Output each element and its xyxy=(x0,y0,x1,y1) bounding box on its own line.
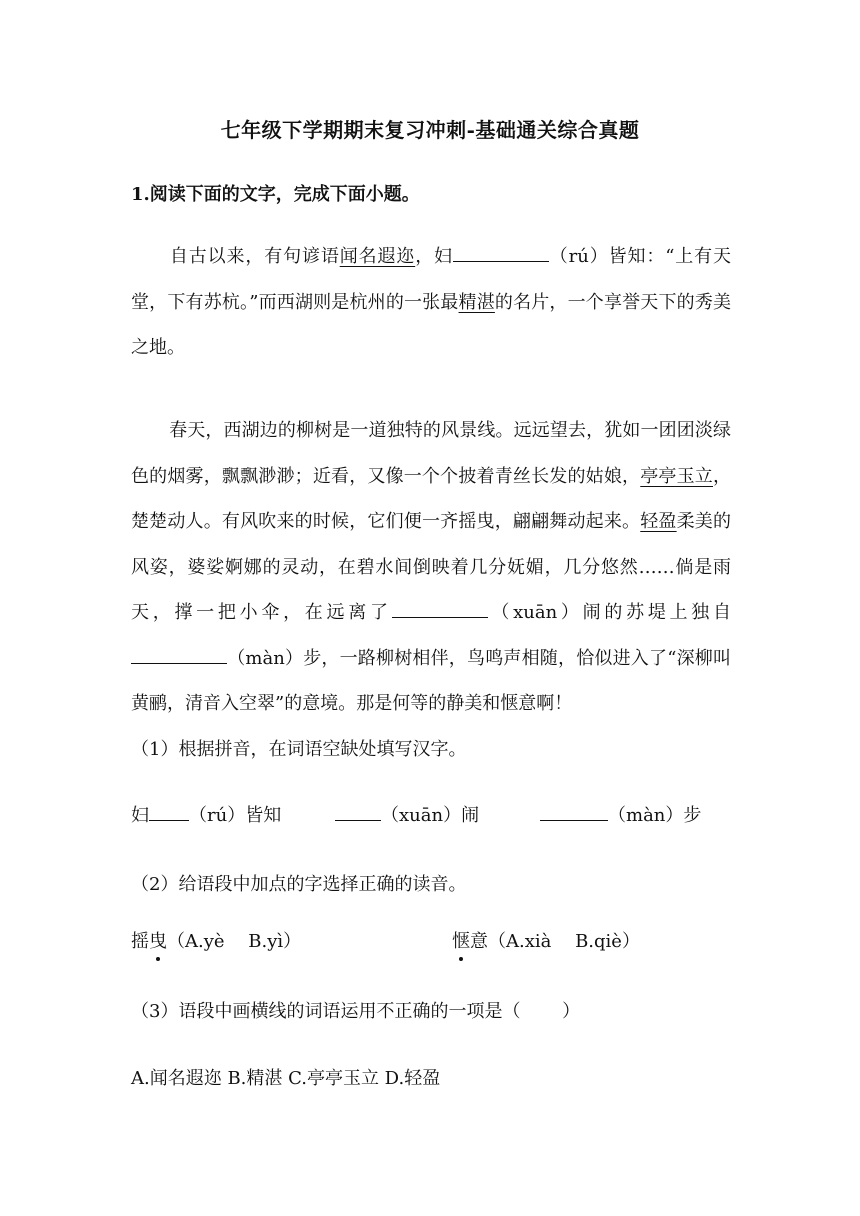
text: （A.yè B.yì） xyxy=(167,931,302,952)
subquestion-1-item-3 xyxy=(540,801,701,827)
subquestion-3-prompt: （3）语段中画横线的词语运用不正确的一项是（ ） xyxy=(131,1001,581,1022)
text: 意 xyxy=(470,931,488,952)
text: ，妇 xyxy=(415,246,453,267)
text: 摇 xyxy=(131,931,149,952)
subquestion-2-prompt: （2）给语段中加点的字选择正确的读音。 xyxy=(131,874,467,895)
subquestion-2-item-2 xyxy=(452,927,640,953)
fill-blank[interactable] xyxy=(131,645,227,664)
fill-blank[interactable] xyxy=(335,802,381,821)
dotted-char: 曳 xyxy=(149,927,167,953)
passage-paragraph-1 xyxy=(131,234,731,371)
text: 的名片，一个享誉天下的秀美之地。 xyxy=(131,291,732,358)
fill-blank[interactable] xyxy=(149,802,189,821)
page-title: 七年级下学期期末复习冲刺-基础通关综合真题 xyxy=(220,118,640,142)
text: （màn）步 xyxy=(608,805,702,826)
underlined-word: 闻名遐迩 xyxy=(339,246,416,267)
text: （xuān）闹的苏堤上独自 xyxy=(487,602,731,623)
fill-blank[interactable] xyxy=(453,243,549,262)
fill-blank[interactable] xyxy=(540,802,608,821)
text: （màn）步，一路柳树相伴，鸟鸣声相随，恰似进入了“深柳叫黄鹂，清音入空翠”的意境。那是何等的静美和惬意啊！ xyxy=(131,647,731,714)
question-heading: 1.阅读下面的文字，完成下面小题。 xyxy=(131,184,420,205)
text: ，楚楚动人。有风吹来的时候，它们便一齐摇曳，翩翩舞动起来。 xyxy=(131,465,731,532)
text: 春天，西湖边的柳树是一道独特的风景线。远远望去，犹如一团团淡绿色的烟雾，飘飘渺渺；近看，又像一个个披着青丝长发的姑娘， xyxy=(131,420,731,487)
underlined-word: 亭亭玉立 xyxy=(640,465,713,487)
subquestion-1-item-2 xyxy=(335,801,479,827)
underlined-word: 精湛 xyxy=(458,291,495,313)
text: 柔美的风姿，婆娑婀娜的灵动，在碧水间倒映着几分妩媚，几分悠然……倘是雨天，撑一把小伞，在远离了 xyxy=(131,511,731,623)
text: 自古以来，有句谚语 xyxy=(169,246,340,267)
text: （xuān）闹 xyxy=(381,805,480,826)
subquestion-1-item-1 xyxy=(131,801,281,827)
text: （A.xià B.qiè） xyxy=(488,931,640,952)
text: （rú）皆知：“上有天堂，下有苏杭。”而西湖则是杭州的一张最 xyxy=(131,246,732,313)
dotted-char: 惬 xyxy=(452,927,470,953)
subquestion-2-item-1 xyxy=(131,927,301,953)
subquestion-1-prompt: （1）根据拼音，在词语空缺处填写汉字。 xyxy=(131,739,467,760)
underlined-word: 轻盈 xyxy=(640,511,677,532)
passage-paragraph-2 xyxy=(131,408,731,727)
fill-blank[interactable] xyxy=(392,599,488,618)
text: （rú）皆知 xyxy=(189,805,282,826)
text: 妇 xyxy=(131,805,149,826)
subquestion-3-options: A.闻名遐迩 B.精湛 C.亭亭玉立 D.轻盈 xyxy=(131,1068,441,1089)
